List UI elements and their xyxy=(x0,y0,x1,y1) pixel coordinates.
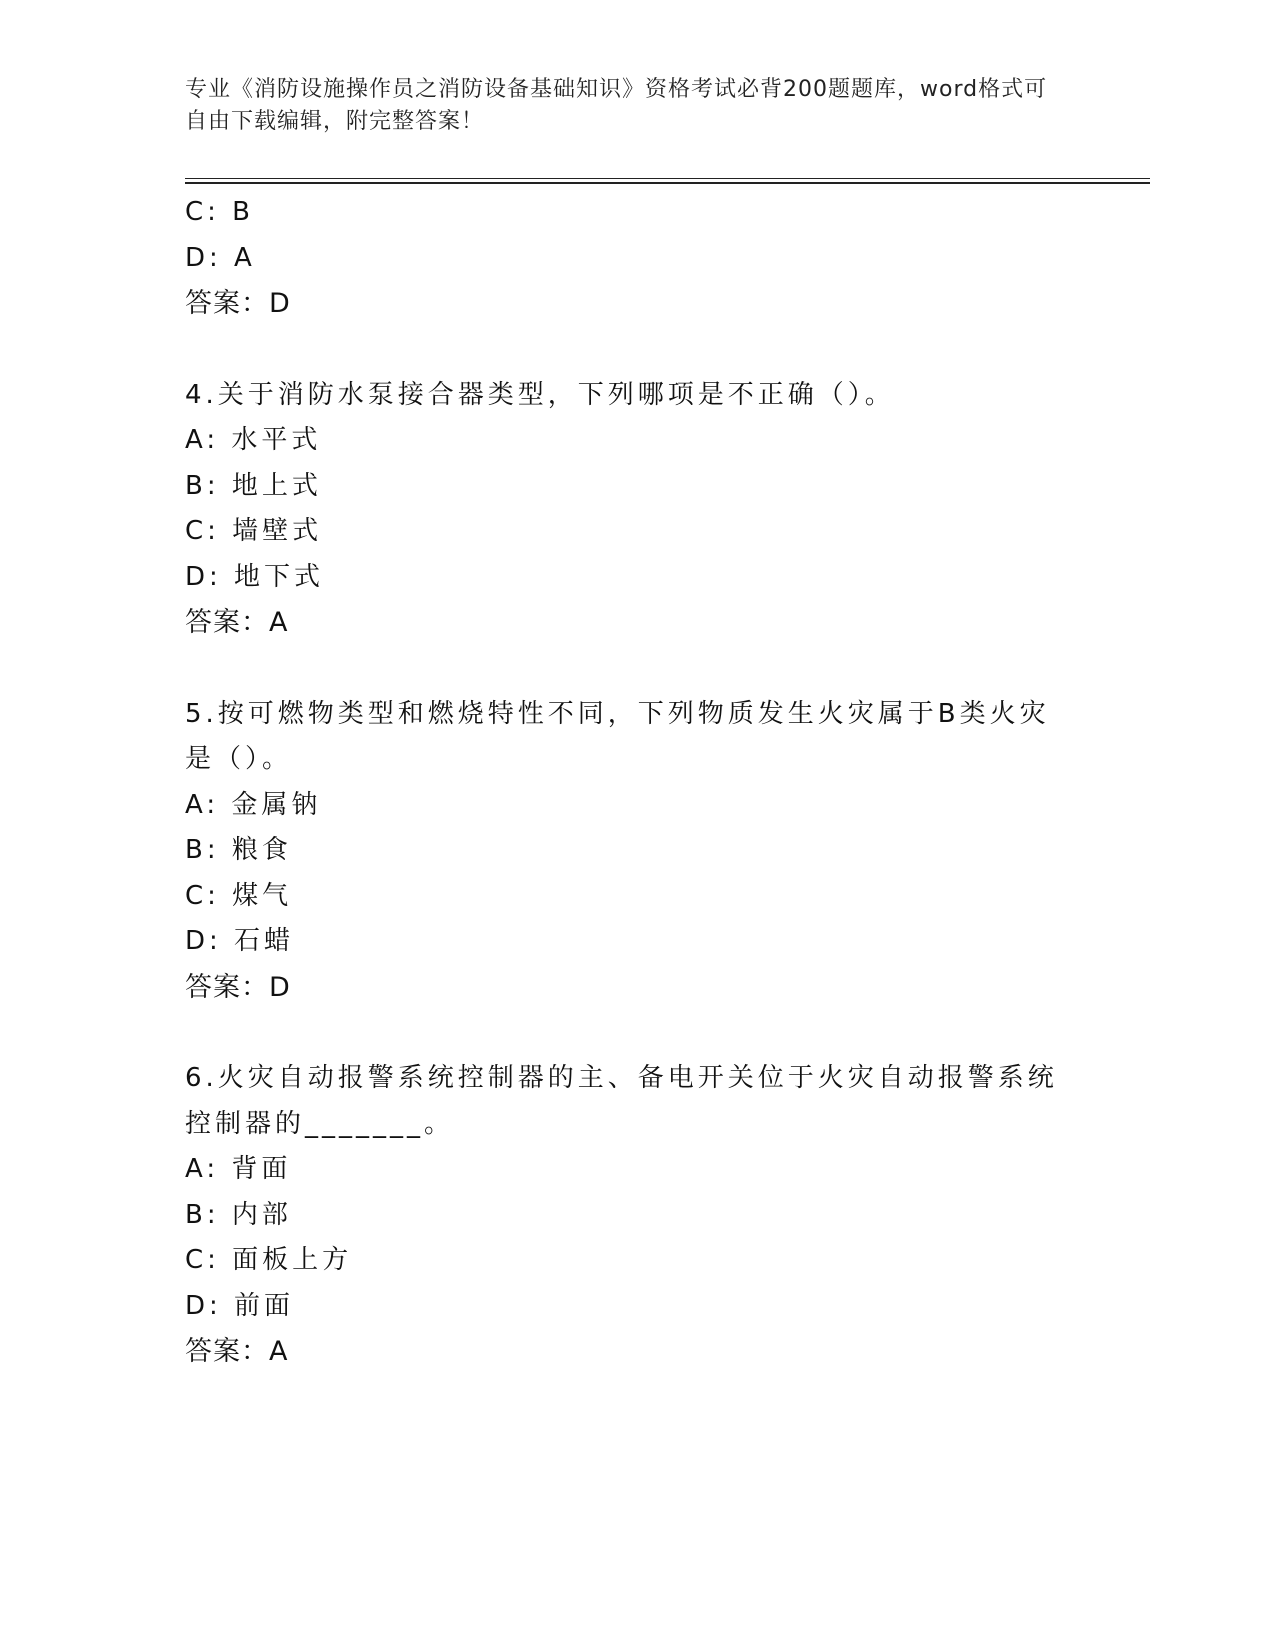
question-stem: 6.火灾自动报警系统控制器的主、备电开关位于火灾自动报警系统控制器的_______。 xyxy=(185,1063,1058,1139)
option-d: D: A xyxy=(185,242,256,273)
option-c: C: 煤气 xyxy=(185,880,293,911)
question-block-3 xyxy=(185,190,1065,327)
document-header: 专业《消防设施操作员之消防设备基础知识》资格考试必背200题题库，word格式可自由下载编辑，附完整答案！ xyxy=(185,77,1048,134)
spacer xyxy=(185,646,1065,692)
option-a: A: 金属钠 xyxy=(185,789,322,820)
option-a: A: 背面 xyxy=(185,1154,292,1184)
option-b: B: 内部 xyxy=(185,1199,292,1230)
option-a: A: 水平式 xyxy=(185,425,322,455)
option-d: D: 石蜡 xyxy=(185,926,295,956)
answer-line: 答案：A xyxy=(185,607,289,638)
question-block-6 xyxy=(185,1056,1065,1375)
question-stem: 4.关于消防水泵接合器类型，下列哪项是不正确（）。 xyxy=(185,379,895,410)
option-c: C: 墙壁式 xyxy=(185,516,323,546)
option-d: D: 地下式 xyxy=(185,561,325,592)
answer-line: 答案：D xyxy=(185,288,291,319)
header-rule-top xyxy=(185,178,1150,179)
option-b: B: 粮食 xyxy=(185,835,292,865)
option-c: C: 面板上方 xyxy=(185,1245,353,1275)
question-block-4 xyxy=(185,373,1065,646)
spacer xyxy=(185,1010,1065,1056)
option-b: B: 地上式 xyxy=(185,470,322,501)
answer-line: 答案：A xyxy=(185,1336,289,1367)
question-block-5 xyxy=(185,692,1065,1011)
option-c: C: B xyxy=(185,197,255,227)
answer-line: 答案：D xyxy=(185,971,291,1003)
question-content xyxy=(185,190,1065,1375)
question-stem: 5.按可燃物类型和燃烧特性不同，下列物质发生火灾属于B类火灾是（）。 xyxy=(185,698,1050,774)
header-rule-bottom xyxy=(185,182,1150,184)
spacer xyxy=(185,327,1065,373)
option-d: D: 前面 xyxy=(185,1290,295,1321)
